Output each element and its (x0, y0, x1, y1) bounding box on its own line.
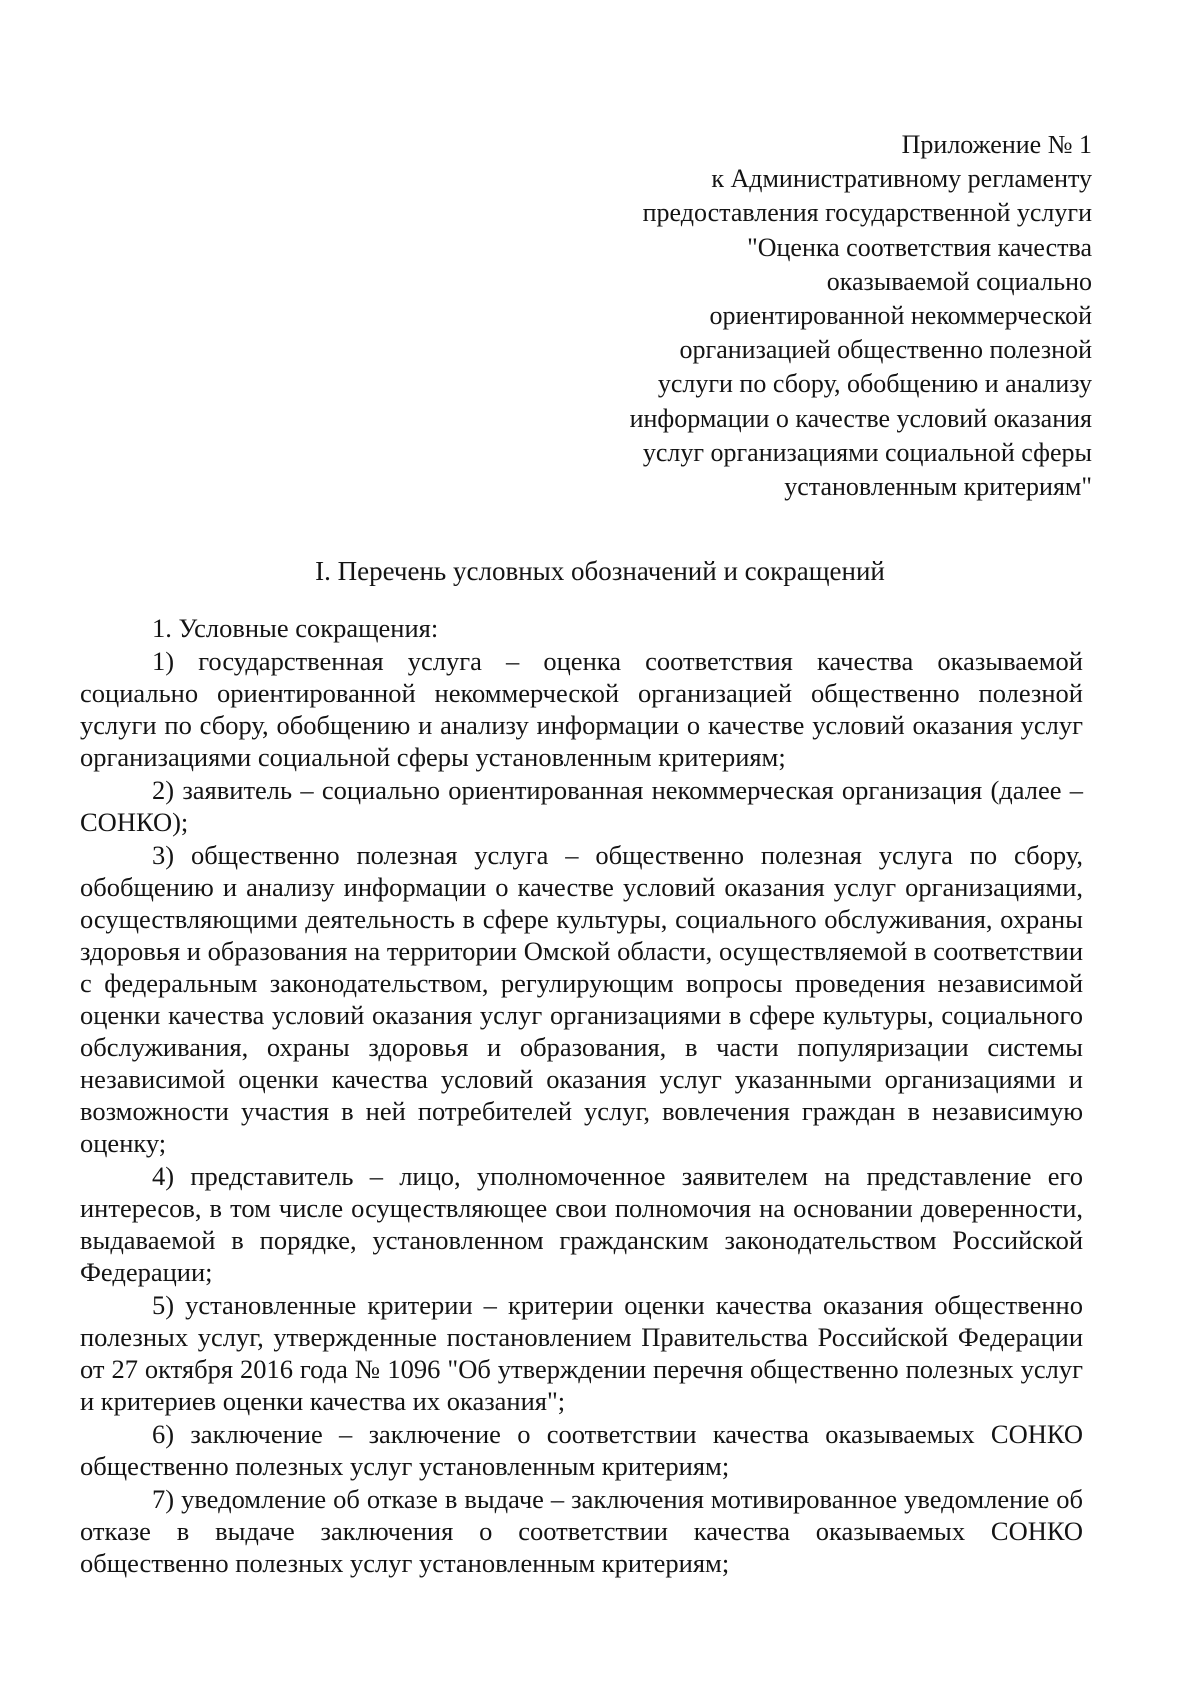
appendix-line: предоставления государственной услуги (642, 198, 1092, 228)
paragraph-item-5: 5) установленные критерии – критерии оценки качества оказания общественно полезных услуг, утвержденные постановлением Правительства Российской Федерации от 27 октября 2016 года № 1096 "Об утверждении перечня общественно полезных услуг и критериев оценки качества их оказания"; (80, 1290, 1083, 1416)
paragraph-item-1: 1) государственная услуга – оценка соответствия качества оказываемой социально ориентированной некоммерческой организацией общественно полезной услуги по сбору, обобщению и анализу информации о качестве условий оказания услуг организациями социальной сферы установленным критериям; (80, 646, 1083, 772)
appendix-line: Приложение № 1 (901, 130, 1092, 159)
appendix-line: информации о качестве условий оказания (629, 403, 1092, 433)
appendix-line: услуги по сбору, обобщению и анализу (657, 369, 1092, 399)
appendix-header (532, 128, 1092, 504)
appendix-line: услуг организациями социальной сферы (642, 437, 1092, 467)
appendix-line: оказываемой социально (826, 266, 1092, 296)
paragraph-item-6: 6) заключение – заключение о соответствии качества оказываемых СОНКО общественно полезных услуг установленным критериям; (80, 1419, 1083, 1481)
document-body (80, 612, 1083, 1580)
appendix-line: к Административному регламенту (711, 164, 1092, 194)
appendix-line: организацией общественно полезной (679, 335, 1092, 365)
appendix-line: ориентированной некоммерческой (709, 301, 1092, 331)
appendix-line: установленным критериям" (784, 472, 1092, 502)
appendix-line: "Оценка соответствия качества (747, 232, 1092, 262)
paragraph-item-7: 7) уведомление об отказе в выдаче – заключения мотивированное уведомление об отказе в выдаче заключения о соответствии качества оказываемых СОНКО общественно полезных услуг установленным критериям; (80, 1484, 1083, 1578)
paragraph-abbreviations-heading: 1. Условные сокращения: (152, 613, 439, 643)
paragraph-item-3: 3) общественно полезная услуга – общественно полезная услуга по сбору, обобщению и анализу информации о качестве условий оказания услуг организациями, осуществляющими деятельность в сфере культуры, социального обслуживания, охраны здоровья и образования на территории Омской области, осуществляемой в соответствии с федеральным законодательством, регулирующим вопросы проведения независимой оценки качества условий оказания услуг организациями в сфере культуры, социального обслуживания, охраны здоровья и образования, в части популяризации системы независимой оценки качества условий оказания услуг указанными организациями и возможности участия в ней потребителей услуг, вовлечения граждан в независимую оценку; (80, 840, 1083, 1158)
paragraph-item-2: 2) заявитель – социально ориентированная некоммерческая организация (далее – СОНКО); (80, 775, 1083, 837)
section-title: I. Перечень условных обозначений и сокращений (315, 556, 885, 586)
paragraph-item-4: 4) представитель – лицо, уполномоченное заявителем на представление его интересов, в том числе осуществляющее свои полномочия на основании доверенности, выдаваемой в порядке, установленном гражданским законодательством Российской Федерации; (80, 1161, 1083, 1287)
